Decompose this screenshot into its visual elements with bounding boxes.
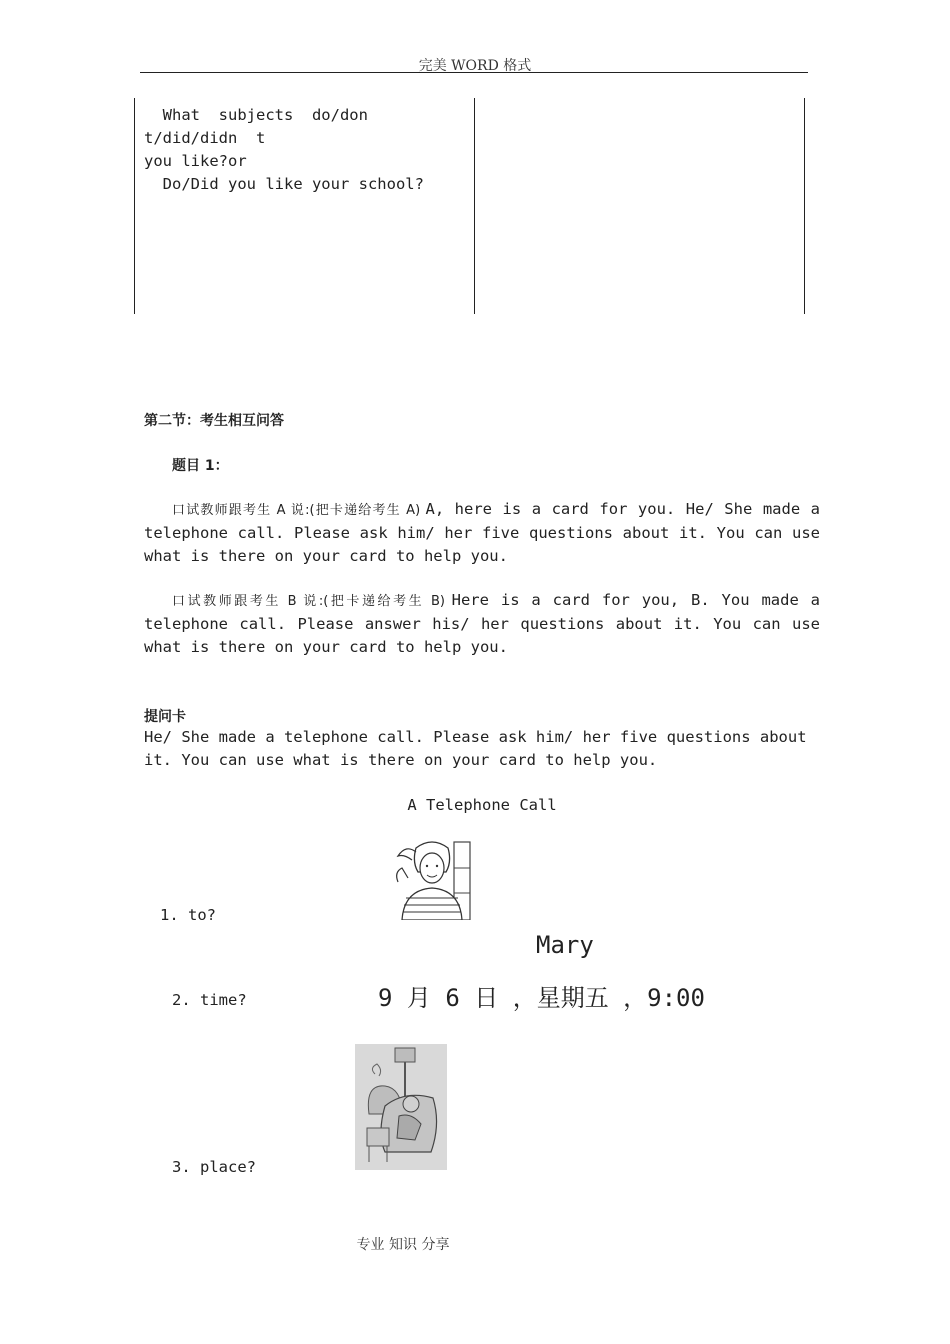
armchair-phone-image [355, 1044, 447, 1170]
question-2: 2. time? [172, 991, 247, 1009]
instruction-b-prefix: 口试教师跟考生 B 说:(把卡递给考生 B) [172, 594, 452, 609]
callee-name: Mary [536, 931, 594, 959]
table-border-right [804, 98, 805, 314]
page-header: 完美 WORD 格式 [418, 58, 532, 74]
question-1: 1. to? [160, 906, 216, 924]
girl-portrait-image [392, 838, 472, 920]
table-border-left [134, 98, 135, 314]
question-3: 3. place? [172, 1158, 256, 1176]
card-label: 提问卡 [144, 709, 186, 725]
call-datetime: 9 月 6 日 ，星期五 ，9:00 [378, 984, 705, 1012]
table-border-middle [474, 98, 475, 314]
topic-title: 题目 1： [172, 458, 229, 474]
card-title: A Telephone Call [407, 796, 557, 814]
instruction-a-text: A, here is a card for you. He/ She made a telephone call. Please ask him/ her five questions about it. You can use what is there on your card to help you. [144, 500, 821, 565]
table-left-cell: What subjects do/don t/did/didn t you like?or Do/Did you like your school? [144, 106, 424, 193]
page-footer: 专业 知识 分享 [356, 1237, 450, 1253]
header-rule [140, 72, 808, 73]
instruction-b-text: Here is a card for you, B. You made a telephone call. Please answer his/ her questions about it. You can use what is there on your card to help you. [144, 591, 821, 656]
card-text: He/ She made a telephone call. Please ask him/ her five questions about it. You can use what is there on your card to help you. [144, 728, 807, 769]
instruction-a [144, 498, 820, 568]
section-title: 第二节：考生相互问答 [144, 413, 284, 429]
instruction-b [144, 589, 820, 659]
instruction-a-prefix: 口试教师跟考生 A 说:(把卡递给考生 A) [172, 503, 426, 518]
